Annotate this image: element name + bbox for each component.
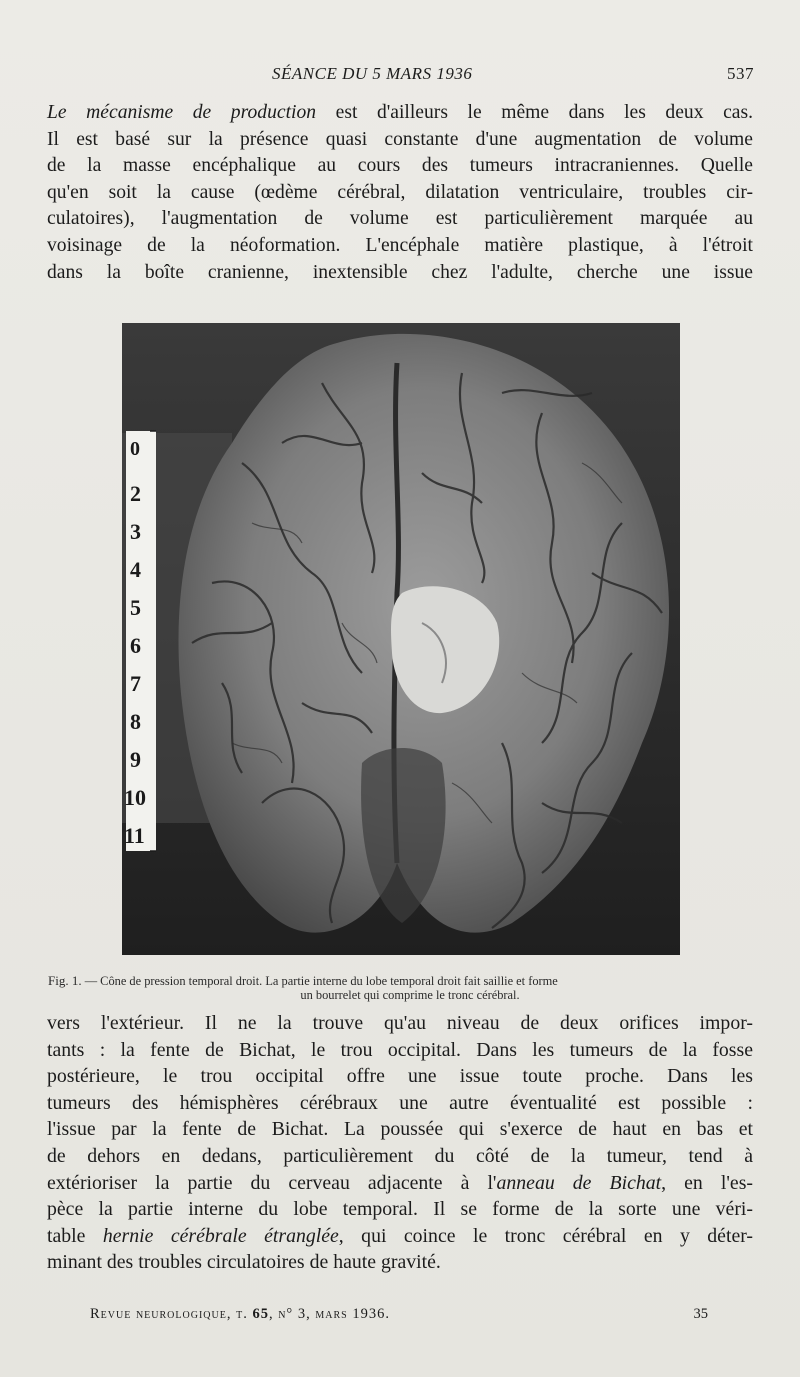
volume-number: 65: [252, 1306, 269, 1322]
text-line: tumeurs des hémisphères cérébraux une autre éventualité est possible :: [47, 1091, 753, 1114]
ruler-digit-0: 0: [130, 438, 140, 460]
ruler-digit-11: 11: [124, 823, 145, 848]
text-line: de dehors en dedans, particulièrement du côté de la tumeur, tend à: [47, 1144, 753, 1167]
text-line: pèce la partie interne du lobe temporal. Il se forme de la sorte une véri-: [47, 1198, 753, 1221]
text-line: l'issue par la fente de Bichat. La poussée qui s'exerce de haut en bas et: [47, 1118, 753, 1141]
running-head: SÉANCE DU 5 MARS 1936: [272, 64, 473, 83]
paragraph-mechanism: [47, 100, 753, 286]
page-number: 537: [727, 64, 754, 83]
journal-reference: Revue neurologique, t. 65, n° 3, mars 1936.: [90, 1306, 390, 1322]
text-line: qu'en soit la cause (œdème cérébral, dilatation ventriculaire, troubles cir-: [47, 181, 753, 203]
page-header: [0, 64, 800, 88]
emphasis-hernie: hernie cérébrale étranglée: [102, 1224, 339, 1247]
caption-line: Fig. 1. — Cône de pression temporal droit. La partie interne du lobe temporal droit fait saillie et forme: [48, 973, 558, 988]
emphasis-anneau: anneau de Bichat: [496, 1171, 662, 1194]
ruler-digit-5: 5: [130, 595, 141, 620]
figure-label: Fig. 1.: [48, 973, 82, 988]
emphasis-mechanism: Le mécanisme de production: [47, 102, 317, 123]
page-footer: [0, 1306, 800, 1326]
ruler-digit-7: 7: [130, 671, 141, 696]
text-line: dans la boîte cranienne, inextensible chez l'adulte, cherche une issue: [47, 261, 753, 283]
text-line: minant des troubles circulatoires de haute gravité.: [47, 1251, 441, 1274]
ruler-digit-2: 2: [130, 481, 141, 506]
ruler-digit-6: 6: [130, 633, 141, 658]
ruler-digit-9: 9: [130, 747, 141, 772]
ruler-digit-10: 10: [124, 785, 146, 810]
ruler-digit-3: 3: [130, 519, 141, 544]
text-line: Il est basé sur la présence quasi constante d'une augmentation de volume: [47, 128, 753, 150]
paragraph-exterior: [47, 1010, 753, 1276]
brain-photograph: [122, 323, 680, 955]
text-line: postérieure, le trou occipital offre une issue toute proche. Dans les: [47, 1065, 753, 1088]
text-line: voisinage de la néoformation. L'encéphale matière plastique, à l'étroit: [47, 234, 753, 256]
sheet-number: 35: [693, 1306, 708, 1322]
brain-illustration: [122, 323, 680, 955]
text-line: Le mécanisme de production est d'ailleurs le même dans les deux cas.: [47, 102, 753, 123]
text-line: extérioriser la partie du cerveau adjacente à l'anneau de Bichat, en l'es-: [47, 1171, 753, 1194]
ruler-digit-8: 8: [130, 709, 141, 734]
text-line: culatoires), l'augmentation de volume est particulièrement marquée au: [47, 208, 753, 230]
ruler-digit-4: 4: [130, 557, 141, 582]
caption-line: un bourrelet qui comprime le tronc cérébral.: [300, 988, 520, 1002]
figure-caption: [48, 974, 752, 1002]
text-line: de la masse encéphalique au cours des tumeurs intracraniennes. Quelle: [47, 155, 753, 177]
text-line: vers l'extérieur. Il ne la trouve qu'au niveau de deux orifices impor-: [47, 1012, 753, 1034]
text-line: tants : la fente de Bichat, le trou occipital. Dans les tumeurs de la fosse: [47, 1038, 753, 1061]
text-line: table hernie cérébrale étranglée, qui coince le tronc cérébral en y déter-: [47, 1224, 754, 1247]
